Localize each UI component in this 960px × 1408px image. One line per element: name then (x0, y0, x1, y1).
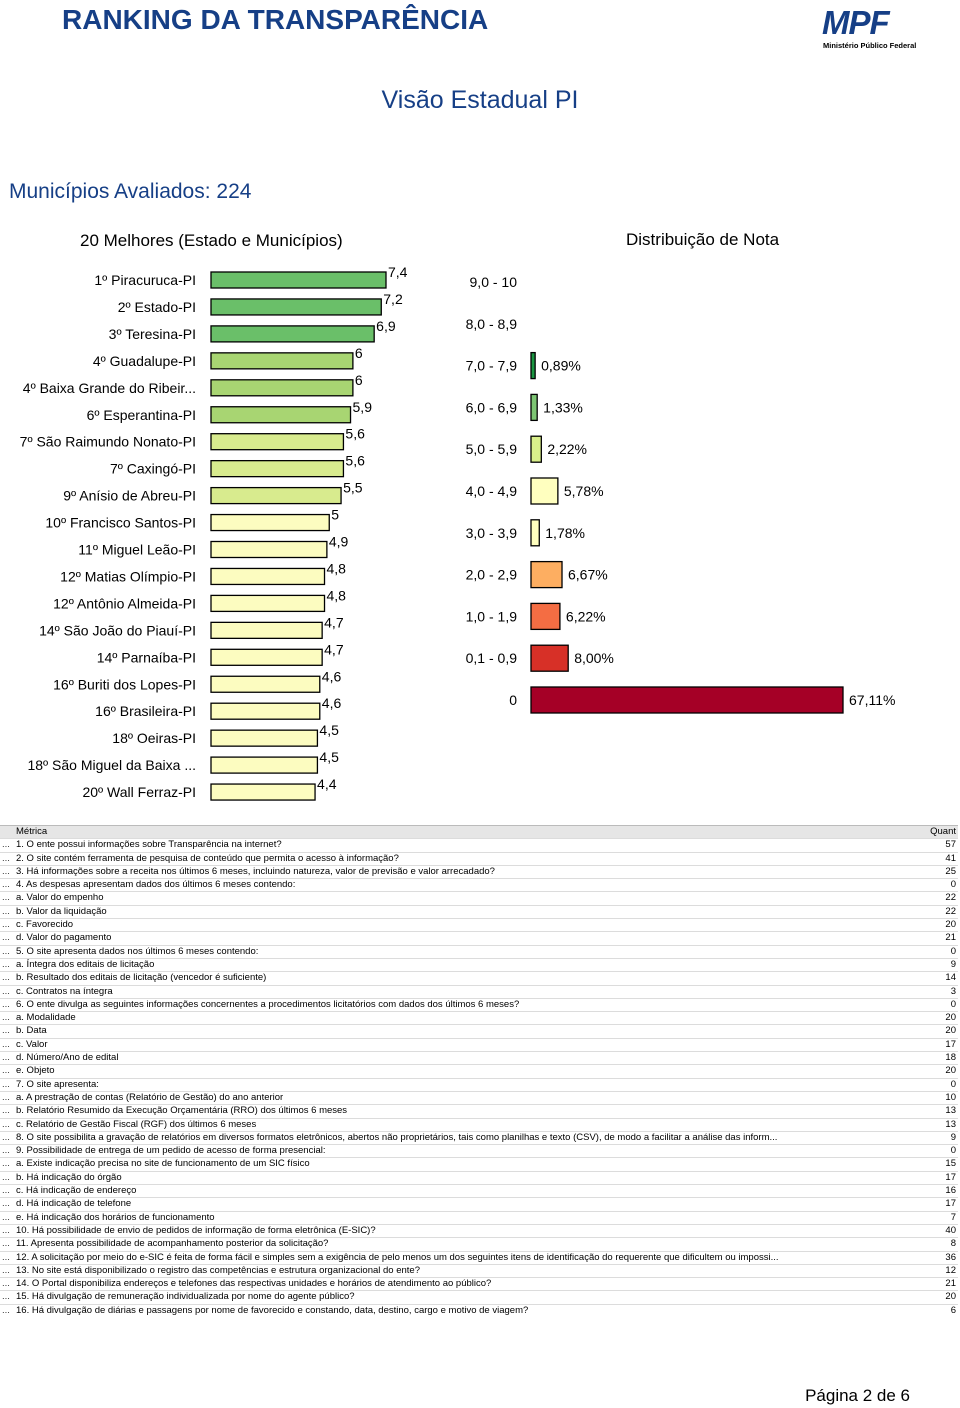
row-metric: 4. As despesas apresentam dados dos últimos 6 meses contendo: (14, 879, 914, 892)
table-row (0, 985, 958, 998)
bar (211, 407, 351, 423)
row-quant: 15 (914, 1158, 958, 1171)
value-label: 4,8 (326, 587, 346, 604)
table-row (0, 998, 958, 1011)
row-quant: 20 (914, 1291, 958, 1304)
table-row (0, 839, 958, 852)
row-prefix: ... (0, 1052, 14, 1065)
category-label: 7º São Raimundo Nonato-PI (19, 433, 196, 450)
value-label: 6,9 (376, 317, 396, 334)
row-quant: 40 (914, 1224, 958, 1237)
table-row (0, 1198, 958, 1211)
row-metric: 8. O site possibilita a gravação de relatórios em diversos formatos eletrônicos, abertos não proprietários, tais como planilhas e texto (CSV), de modo a facilitar a análise das inform... (14, 1131, 914, 1144)
page-number: Página 2 de 6 (805, 1386, 910, 1405)
row-metric: 14. O Portal disponibiliza endereços e telefones das respectivas unidades e horários de atendimento ao público? (14, 1278, 914, 1291)
category-label: 1º Piracuruca-PI (94, 272, 196, 288)
table-row (0, 865, 958, 878)
row-prefix: ... (0, 1105, 14, 1118)
value-label: 6,22% (565, 608, 606, 625)
category-label: 2,0 - 2,9 (465, 566, 517, 583)
value-label: 7,4 (388, 264, 408, 280)
row-quant: 17 (914, 1198, 958, 1211)
value-label: 1,78% (545, 524, 585, 541)
bar (211, 353, 353, 369)
metrics-table-header (0, 826, 958, 839)
row-metric: 11. Apresenta possibilidade de acompanhamento posterior da solicitação? (14, 1238, 914, 1251)
category-label: 3,0 - 3,9 (465, 524, 517, 541)
row-prefix: ... (0, 1012, 14, 1025)
top20-bar-chart (0, 262, 455, 810)
category-label: 10º Francisco Santos-PI (45, 514, 196, 531)
value-label: 4,6 (321, 695, 342, 712)
row-quant: 0 (914, 879, 958, 892)
row-quant: 9 (914, 1131, 958, 1144)
distribution-bar-chart (455, 262, 958, 722)
table-row (0, 1038, 958, 1051)
bar (211, 515, 329, 531)
value-label: 4,6 (321, 668, 342, 685)
row-quant: 9 (914, 958, 958, 971)
row-metric: c. Há indicação de endereço (14, 1185, 914, 1198)
value-label: 2,22% (547, 441, 588, 458)
table-row (0, 1171, 958, 1184)
row-quant: 10 (914, 1091, 958, 1104)
category-label: 3º Teresina-PI (108, 325, 196, 342)
row-prefix: ... (0, 985, 14, 998)
header-prefix (0, 826, 14, 839)
row-metric: b. Há indicação do órgão (14, 1171, 914, 1184)
mpf-logo (822, 6, 916, 50)
row-metric: e. Há indicação dos horários de funcionamento (14, 1211, 914, 1224)
category-label: 7º Caxingó-PI (109, 460, 196, 477)
table-row (0, 1264, 958, 1277)
table-row (0, 905, 958, 918)
row-quant: 3 (914, 985, 958, 998)
row-prefix: ... (0, 1251, 14, 1264)
table-row (0, 1291, 958, 1304)
bar (531, 645, 568, 671)
bar (211, 461, 343, 477)
bar (211, 784, 315, 800)
evaluated-count: Municípios Avaliados: 224 (9, 180, 252, 203)
row-prefix: ... (0, 945, 14, 958)
category-label: 7,0 - 7,9 (465, 357, 517, 374)
category-label: 0,1 - 0,9 (465, 650, 517, 667)
row-prefix: ... (0, 1038, 14, 1051)
category-label: 6,0 - 6,9 (465, 399, 517, 416)
metrics-table (0, 825, 958, 1317)
table-row (0, 1304, 958, 1317)
row-prefix: ... (0, 1171, 14, 1184)
table-row (0, 1278, 958, 1291)
row-metric: 10. Há possibilidade de envio de pedidos de informação de forma eletrônica (E-SIC)? (14, 1224, 914, 1237)
row-metric: 12. A solicitação por meio do e-SIC é feita de forma fácil e simples sem a exigência de pelo menos um dos seguintes itens de identificação do requerente que dificultem ou impossi... (14, 1251, 914, 1264)
category-label: 6º Esperantina-PI (86, 406, 196, 423)
row-prefix: ... (0, 1131, 14, 1144)
row-metric: a. Valor do empenho (14, 892, 914, 905)
bar (531, 478, 558, 504)
value-label: 4,7 (324, 614, 344, 631)
table-row (0, 972, 958, 985)
bar (211, 568, 325, 584)
header-metric: Métrica (14, 826, 914, 839)
row-prefix: ... (0, 932, 14, 945)
row-prefix: ... (0, 905, 14, 918)
category-label: 14º Parnaíba-PI (96, 649, 196, 666)
table-row (0, 1091, 958, 1104)
row-quant: 8 (914, 1238, 958, 1251)
row-quant: 6 (914, 1304, 958, 1317)
row-metric: 1. O ente possui informações sobre Transparência na internet? (14, 839, 914, 852)
row-metric: 3. Há informações sobre a receita nos últimos 6 meses, incluindo natureza, valor de previsão e valor arrecadado? (14, 865, 914, 878)
row-prefix: ... (0, 1211, 14, 1224)
category-label: 11º Miguel Leão-PI (78, 541, 196, 558)
row-quant: 0 (914, 1145, 958, 1158)
row-quant: 20 (914, 1025, 958, 1038)
value-label: 4,9 (328, 533, 349, 550)
row-prefix: ... (0, 1091, 14, 1104)
value-label: 0,89% (541, 357, 581, 374)
bar (531, 520, 539, 546)
row-quant: 17 (914, 1038, 958, 1051)
bar (531, 687, 843, 713)
row-quant: 16 (914, 1185, 958, 1198)
row-prefix: ... (0, 1145, 14, 1158)
bar (211, 595, 325, 611)
value-label: 5,78% (563, 483, 604, 499)
logo-subtitle: Ministério Público Federal (823, 41, 917, 50)
table-row (0, 1251, 958, 1264)
row-metric: 6. O ente divulga as seguintes informações concernentes a procedimentos licitatórios com dados dos últimos 6 meses? (14, 998, 914, 1011)
row-metric: c. Valor (14, 1038, 914, 1051)
row-prefix: ... (0, 1291, 14, 1304)
row-quant: 17 (914, 1171, 958, 1184)
bar (211, 272, 386, 288)
row-metric: 15. Há divulgação de remuneração individualizada por nome do agente público? (14, 1291, 914, 1304)
bar (211, 703, 320, 719)
category-label: 0 (509, 692, 517, 708)
bar (211, 380, 353, 396)
row-quant: 12 (914, 1264, 958, 1277)
row-metric: 13. No site está disponibilizado o registro das competências e estrutura organizacional do ente? (14, 1264, 914, 1277)
row-metric: 2. O site contém ferramenta de pesquisa de conteúdo que permita o acesso à informação? (14, 852, 914, 865)
row-prefix: ... (0, 1224, 14, 1237)
row-prefix: ... (0, 879, 14, 892)
table-row (0, 958, 958, 971)
report-title: RANKING DA TRANSPARÊNCIA (62, 4, 489, 35)
bar (211, 622, 322, 638)
bar (531, 436, 541, 462)
table-row (0, 1211, 958, 1224)
row-prefix: ... (0, 958, 14, 971)
row-quant: 13 (914, 1105, 958, 1118)
table-row (0, 879, 958, 892)
row-prefix: ... (0, 998, 14, 1011)
bar (531, 394, 537, 420)
bar (211, 542, 327, 558)
category-label: 8,0 - 8,9 (465, 315, 517, 332)
row-prefix: ... (0, 839, 14, 852)
value-label: 5,6 (345, 452, 365, 469)
distribution-chart-title: Distribuição de Nota (626, 230, 780, 249)
value-label: 4,5 (319, 749, 339, 766)
category-label: 18º São Miguel da Baixa ... (27, 757, 196, 774)
table-row (0, 945, 958, 958)
row-prefix: ... (0, 1238, 14, 1251)
table-row (0, 1012, 958, 1025)
table-row (0, 932, 958, 945)
category-label: 12º Matias Olímpio-PI (60, 568, 196, 585)
row-prefix: ... (0, 919, 14, 932)
table-row (0, 1224, 958, 1237)
category-label: 9,0 - 10 (469, 274, 517, 290)
row-prefix: ... (0, 972, 14, 985)
row-metric: b. Relatório Resumido da Execução Orçamentária (RRO) dos últimos 6 meses (14, 1105, 914, 1118)
row-quant: 57 (914, 839, 958, 852)
bar (211, 676, 320, 692)
row-prefix: ... (0, 1264, 14, 1277)
row-metric: b. Data (14, 1025, 914, 1038)
row-prefix: ... (0, 1025, 14, 1038)
row-prefix: ... (0, 1158, 14, 1171)
table-row (0, 919, 958, 932)
value-label: 4,8 (326, 560, 346, 577)
row-prefix: ... (0, 892, 14, 905)
category-label: 18º Oeiras-PI (112, 730, 196, 747)
value-label: 4,4 (317, 776, 337, 793)
category-label: 4º Guadalupe-PI (92, 352, 196, 369)
table-row (0, 1145, 958, 1158)
row-metric: a. Íntegra dos editais de licitação (14, 958, 914, 971)
category-label: 12º Antônio Almeida-PI (53, 595, 196, 612)
row-prefix: ... (0, 1185, 14, 1198)
table-row (0, 1052, 958, 1065)
bar (211, 434, 343, 450)
row-metric: d. Há indicação de telefone (14, 1198, 914, 1211)
row-metric: c. Favorecido (14, 919, 914, 932)
row-metric: a. Modalidade (14, 1012, 914, 1025)
value-label: 6 (354, 371, 363, 388)
value-label: 5,6 (345, 425, 365, 442)
category-label: 9º Anísio de Abreu-PI (63, 487, 196, 504)
table-row (0, 1065, 958, 1078)
row-quant: 25 (914, 865, 958, 878)
row-metric: a. A prestração de contas (Relatório de Gestão) do ano anterior (14, 1091, 914, 1104)
row-metric: d. Número/Ano de edital (14, 1052, 914, 1065)
value-label: 4,5 (319, 722, 339, 739)
row-quant: 14 (914, 972, 958, 985)
row-metric: 5. O site apresenta dados nos últimos 6 meses contendo: (14, 945, 914, 958)
value-label: 5,9 (352, 398, 372, 415)
table-row (0, 1025, 958, 1038)
row-quant: 20 (914, 919, 958, 932)
row-prefix: ... (0, 1278, 14, 1291)
table-row (0, 1078, 958, 1091)
row-quant: 0 (914, 998, 958, 1011)
table-row (0, 852, 958, 865)
value-label: 4,7 (324, 641, 344, 658)
state-view-title: Visão Estadual PI (381, 86, 579, 114)
value-label: 8,00% (574, 650, 614, 667)
row-metric: 16. Há divulgação de diárias e passagens por nome de favorecido e constando, data, destino, cargo e motivo de viagem? (14, 1304, 914, 1317)
row-metric: c. Contratos na íntegra (14, 985, 914, 998)
row-metric: b. Valor da liquidação (14, 905, 914, 918)
row-metric: b. Resultado dos editais de licitação (vencedor é suficiente) (14, 972, 914, 985)
category-label: 20º Wall Ferraz-PI (82, 784, 196, 801)
category-label: 4º Baixa Grande do Ribeir... (22, 379, 196, 396)
value-label: 1,33% (543, 399, 583, 416)
row-metric: d. Valor do pagamento (14, 932, 914, 945)
row-quant: 20 (914, 1065, 958, 1078)
table-row (0, 1105, 958, 1118)
value-label: 6 (354, 344, 363, 361)
row-quant: 21 (914, 932, 958, 945)
logo-text: MPF (822, 4, 889, 41)
row-prefix: ... (0, 1304, 14, 1317)
bar (211, 757, 317, 773)
table-row (0, 1158, 958, 1171)
row-prefix: ... (0, 852, 14, 865)
row-quant: 22 (914, 892, 958, 905)
bar (211, 488, 341, 504)
bar (531, 603, 560, 629)
row-quant: 22 (914, 905, 958, 918)
row-quant: 0 (914, 945, 958, 958)
row-metric: 7. O site apresenta: (14, 1078, 914, 1091)
category-label: 16º Buriti dos Lopes-PI (53, 676, 196, 693)
category-label: 14º São João do Piauí-PI (39, 622, 196, 639)
bar (211, 299, 381, 315)
table-row (0, 1238, 958, 1251)
value-label: 5 (331, 506, 340, 523)
category-label: 5,0 - 5,9 (465, 441, 517, 458)
row-prefix: ... (0, 865, 14, 878)
category-label: 4,0 - 4,9 (465, 483, 517, 499)
row-quant: 41 (914, 852, 958, 865)
row-quant: 21 (914, 1278, 958, 1291)
row-prefix: ... (0, 1078, 14, 1091)
category-label: 1,0 - 1,9 (465, 608, 517, 625)
category-label: 2º Estado-PI (117, 298, 196, 315)
table-row (0, 892, 958, 905)
row-prefix: ... (0, 1065, 14, 1078)
table-row (0, 1118, 958, 1131)
row-prefix: ... (0, 1198, 14, 1211)
row-quant: 18 (914, 1052, 958, 1065)
table-row (0, 1131, 958, 1144)
category-label: 16º Brasileira-PI (95, 703, 196, 720)
bar (211, 730, 317, 746)
row-metric: 9. Possibilidade de entrega de um pedido de acesso de forma presencial: (14, 1145, 914, 1158)
bar (211, 649, 322, 665)
value-label: 6,67% (568, 566, 608, 583)
row-metric: a. Existe indicação precisa no site de funcionamento de um SIC físico (14, 1158, 914, 1171)
row-quant: 13 (914, 1118, 958, 1131)
row-quant: 7 (914, 1211, 958, 1224)
row-metric: e. Objeto (14, 1065, 914, 1078)
value-label: 5,5 (343, 479, 363, 496)
value-label: 67,11% (849, 692, 896, 708)
top20-chart-title: 20 Melhores (Estado e Municípios) (80, 231, 343, 250)
value-label: 7,2 (383, 290, 403, 307)
bar (531, 353, 535, 379)
row-quant: 20 (914, 1012, 958, 1025)
row-quant: 0 (914, 1078, 958, 1091)
row-quant: 36 (914, 1251, 958, 1264)
row-prefix: ... (0, 1118, 14, 1131)
header-quant: Quant (914, 826, 958, 839)
row-metric: c. Relatório de Gestão Fiscal (RGF) dos últimos 6 meses (14, 1118, 914, 1131)
table-row (0, 1185, 958, 1198)
bar (531, 562, 562, 588)
bar (211, 326, 374, 342)
